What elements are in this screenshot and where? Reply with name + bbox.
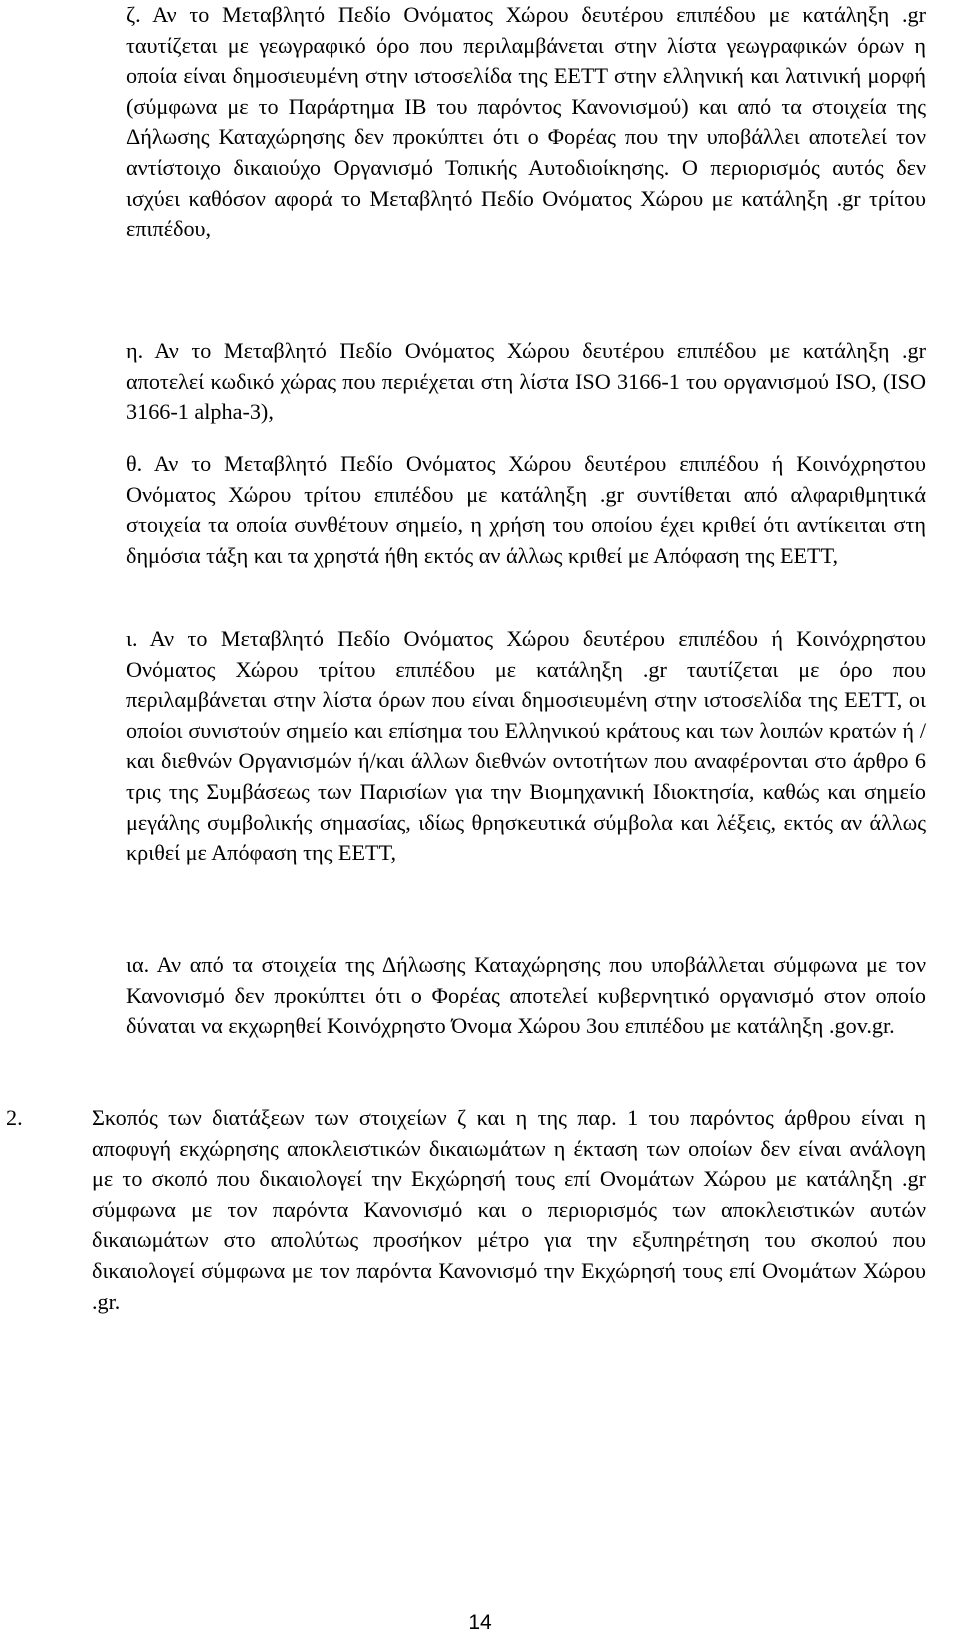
paragraph-text: Σκοπός των διατάξεων των στοιχείων ζ και η της παρ. 1 του παρόντος άρθρου είναι η αποφυγή εκχώρησης αποκλειστικών δικαιωμάτων η έκταση των οποίων δεν είναι ανάλογη με το σκοπό που δικαιολογεί την Εκχώρησή τους επί Ονομάτων Χώρου με κατάληξη .gr σύμφωνα με τον παρόντα Κανονισμό και ο περιορισμός των αποκλειστικών αυτών δικαιωμάτων στο απολύτως προσήκον μέτρο για την εξυπηρέτηση του σκοπού που δικαιολογεί σύμφωνα με τον παρόντα Κανονισμό την Εκχώρησή τους επί Ονομάτων Χώρου .gr. — [92, 1105, 926, 1314]
clause-iota: ι. Αν το Μεταβλητό Πεδίο Ονόματος Χώρου δευτέρου επιπέδου ή Κοινόχρηστου Ονόματος Χώρου τρίτου επιπέδου με κατάληξη .gr ταυτίζεται με όρο που περιλαμβάνεται στην λίστα όρων που είναι δημοσιευμένη στην ιστοσελίδα της ΕΕΤΤ, οι οποίοι συνιστούν σημείο και επίσημα του Ελληνικού κράτους και των λοιπών κρατών ή /και διεθνών Οργανισμών ή/και άλλων διεθνών οντοτήτων που αναφέρονται στο άρθρο 6 τρις της Συμβάσεως των Παρισίων για την Βιομηχανική Ιδιοκτησία, καθώς και σημείο μεγάλης συμβολικής σημασίας, ιδίως θρησκευτικά σύμβολα και λέξεις, εκτός αν άλλως κριθεί με Απόφαση της ΕΕΤΤ, — [126, 626, 926, 866]
clause-iota-alpha: ια. Αν από τα στοιχεία της Δήλωσης Καταχώρησης που υποβάλλεται σύμφωνα με τον Κανονισμό δεν προκύπτει ότι ο Φορέας αποτελεί κυβερνητικό οργανισμό στον οποίο δύναται να εκχωρηθεί Κοινόχρηστο Όνομα Χώρου 3ου επιπέδου με κατάληξη .gov.gr. — [126, 952, 926, 1039]
paragraph-number: 2. — [6, 1105, 23, 1130]
clause-eta: η. Αν το Μεταβλητό Πεδίο Ονόματος Χώρου δευτέρου επιπέδου με κατάληξη .gr αποτελεί κωδικό χώρας που περιέχεται στη λίστα ISO 3166-1 του οργανισμού ISO, (ISO 3166-1 alpha-3), — [126, 338, 926, 425]
clause-zeta: ζ. Αν το Μεταβλητό Πεδίο Ονόματος Χώρου δευτέρου επιπέδου με κατάληξη .gr ταυτίζεται με γεωγραφικό όρο που περιλαμβάνεται στην λίστα γεωγραφικών όρων η οποία είναι δημοσιευμένη στην ιστοσελίδα της ΕΕΤΤ στην ελληνική και λατινική μορφή (σύμφωνα με το Παράρτημα ΙΒ του παρόντος Κανονισμού) και από τα στοιχεία της Δήλωσης Καταχώρησης δεν προκύπτει ότι ο Φορέας που την υποβάλλει αποτελεί τον αντίστοιχο δικαιούχο Οργανισμό Τοπικής Αυτοδιοίκησης. Ο περιορισμός αυτός δεν ισχύει καθόσον αφορά το Μεταβλητό Πεδίο Ονόματος Χώρου με κατάληξη .gr τρίτου επιπέδου, — [126, 2, 926, 242]
clause-theta: θ. Αν το Μεταβλητό Πεδίο Ονόματος Χώρου δευτέρου επιπέδου ή Κοινόχρηστου Ονόματος Χώρου τρίτου επιπέδου με κατάληξη .gr συντίθεται από αλφαριθμητικά στοιχεία τα οποία συνθέτουν σημείο, η χρήση του οποίου έχει κριθεί ότι αντίκειται στη δημόσια τάξη και τα χρηστά ήθη εκτός αν άλλως κριθεί με Απόφαση της ΕΕΤΤ, — [126, 451, 926, 568]
page-number: 14 — [468, 1611, 492, 1634]
